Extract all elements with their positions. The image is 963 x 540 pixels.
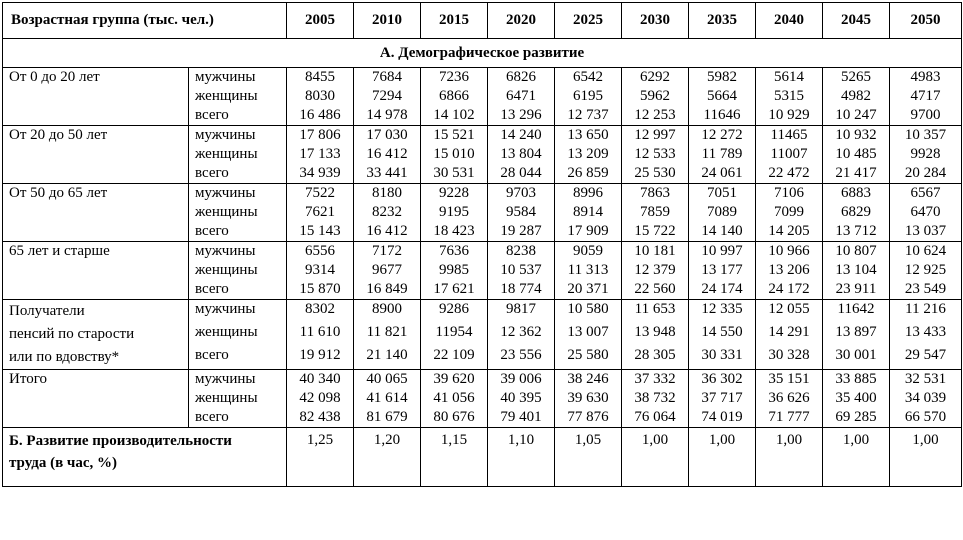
sub-label: мужчины [189, 370, 287, 390]
value-cell: 14 205 [756, 222, 823, 242]
value-cell: 4717 [890, 87, 962, 106]
value-cell: 30 328 [756, 346, 823, 370]
value-cell: 12 737 [555, 106, 622, 126]
value-cell: 36 302 [689, 370, 756, 390]
value-cell: 17 030 [354, 126, 421, 146]
value-cell: 16 412 [354, 145, 421, 164]
value-cell: 7522 [287, 184, 354, 204]
header-year: 2020 [488, 3, 555, 39]
section-b-title-line: труда (в час, %) [9, 455, 118, 471]
value-cell: 22 560 [622, 280, 689, 300]
value-cell: 10 932 [823, 126, 890, 146]
value-cell: 13 296 [488, 106, 555, 126]
value-cell: 15 010 [421, 145, 488, 164]
value-cell: 11007 [756, 145, 823, 164]
value-cell: 41 614 [354, 389, 421, 408]
value-cell: 30 531 [421, 164, 488, 184]
value-cell: 8232 [354, 203, 421, 222]
value-cell: 10 966 [756, 242, 823, 262]
value-cell: 22 472 [756, 164, 823, 184]
value-cell: 82 438 [287, 408, 354, 428]
productivity-value: 1,25 [287, 428, 354, 487]
value-cell: 11 313 [555, 261, 622, 280]
productivity-value: 1,00 [823, 428, 890, 487]
value-cell: 7294 [354, 87, 421, 106]
value-cell: 9817 [488, 300, 555, 324]
value-cell: 5962 [622, 87, 689, 106]
value-cell: 28 044 [488, 164, 555, 184]
value-cell: 9584 [488, 203, 555, 222]
table-row [3, 68, 962, 88]
value-cell: 23 556 [488, 346, 555, 370]
value-cell: 12 335 [689, 300, 756, 324]
value-cell: 11 610 [287, 323, 354, 346]
value-cell: 6195 [555, 87, 622, 106]
group-label-line: пенсий по старости [9, 326, 135, 342]
value-cell: 17 621 [421, 280, 488, 300]
value-cell: 9985 [421, 261, 488, 280]
value-cell: 12 533 [622, 145, 689, 164]
value-cell: 10 807 [823, 242, 890, 262]
value-cell: 76 064 [622, 408, 689, 428]
section-a-row [3, 39, 962, 68]
header-year: 2010 [354, 3, 421, 39]
table-row [3, 184, 962, 204]
productivity-value: 1,10 [488, 428, 555, 487]
value-cell: 13 433 [890, 323, 962, 346]
value-cell: 4982 [823, 87, 890, 106]
value-cell: 66 570 [890, 408, 962, 428]
group-label: Итого [3, 370, 189, 428]
value-cell: 6829 [823, 203, 890, 222]
value-cell: 11642 [823, 300, 890, 324]
group-label-line: или по вдовству* [9, 349, 120, 365]
value-cell: 6470 [890, 203, 962, 222]
productivity-value: 1,00 [689, 428, 756, 487]
header-row [3, 3, 962, 39]
value-cell: 21 140 [354, 346, 421, 370]
sub-label: всего [189, 280, 287, 300]
value-cell: 20 284 [890, 164, 962, 184]
sub-label: женщины [189, 261, 287, 280]
section-a-title: А. Демографическое развитие [3, 39, 962, 68]
value-cell: 42 098 [287, 389, 354, 408]
sub-label: мужчины [189, 242, 287, 262]
value-cell: 30 331 [689, 346, 756, 370]
value-cell: 69 285 [823, 408, 890, 428]
value-cell: 14 978 [354, 106, 421, 126]
value-cell: 11 821 [354, 323, 421, 346]
sub-label: всего [189, 408, 287, 428]
value-cell: 6826 [488, 68, 555, 88]
value-cell: 21 417 [823, 164, 890, 184]
productivity-value: 1,00 [890, 428, 962, 487]
value-cell: 7172 [354, 242, 421, 262]
value-cell: 11954 [421, 323, 488, 346]
sub-label: всего [189, 106, 287, 126]
productivity-value: 1,15 [421, 428, 488, 487]
value-cell: 13 007 [555, 323, 622, 346]
header-age-group: Возрастная группа (тыс. чел.) [3, 3, 287, 39]
value-cell: 24 172 [756, 280, 823, 300]
value-cell: 13 104 [823, 261, 890, 280]
value-cell: 28 305 [622, 346, 689, 370]
value-cell: 9195 [421, 203, 488, 222]
value-cell: 9677 [354, 261, 421, 280]
value-cell: 12 253 [622, 106, 689, 126]
value-cell: 15 722 [622, 222, 689, 242]
productivity-value: 1,20 [354, 428, 421, 487]
value-cell: 13 177 [689, 261, 756, 280]
header-year: 2045 [823, 3, 890, 39]
value-cell: 80 676 [421, 408, 488, 428]
value-cell: 10 537 [488, 261, 555, 280]
value-cell: 11 653 [622, 300, 689, 324]
value-cell: 9928 [890, 145, 962, 164]
value-cell: 11 789 [689, 145, 756, 164]
value-cell: 12 055 [756, 300, 823, 324]
value-cell: 10 181 [622, 242, 689, 262]
value-cell: 7089 [689, 203, 756, 222]
header-year: 2005 [287, 3, 354, 39]
value-cell: 13 037 [890, 222, 962, 242]
productivity-value: 1,05 [555, 428, 622, 487]
value-cell: 10 624 [890, 242, 962, 262]
value-cell: 14 140 [689, 222, 756, 242]
sub-label: мужчины [189, 184, 287, 204]
value-cell: 35 151 [756, 370, 823, 390]
value-cell: 5265 [823, 68, 890, 88]
sub-label: мужчины [189, 300, 287, 324]
value-cell: 7863 [622, 184, 689, 204]
value-cell: 25 580 [555, 346, 622, 370]
value-cell: 11465 [756, 126, 823, 146]
value-cell: 14 291 [756, 323, 823, 346]
value-cell: 23 549 [890, 280, 962, 300]
value-cell: 40 340 [287, 370, 354, 390]
value-cell: 7099 [756, 203, 823, 222]
value-cell: 18 774 [488, 280, 555, 300]
value-cell: 81 679 [354, 408, 421, 428]
value-cell: 14 102 [421, 106, 488, 126]
value-cell: 6883 [823, 184, 890, 204]
value-cell: 4983 [890, 68, 962, 88]
sub-label: всего [189, 164, 287, 184]
value-cell: 8996 [555, 184, 622, 204]
productivity-value: 1,00 [756, 428, 823, 487]
value-cell: 8914 [555, 203, 622, 222]
value-cell: 6471 [488, 87, 555, 106]
value-cell: 9700 [890, 106, 962, 126]
value-cell: 40 395 [488, 389, 555, 408]
value-cell: 13 897 [823, 323, 890, 346]
value-cell: 25 530 [622, 164, 689, 184]
sub-label: всего [189, 222, 287, 242]
section-b-title [3, 428, 287, 487]
value-cell: 9228 [421, 184, 488, 204]
value-cell: 7106 [756, 184, 823, 204]
value-cell: 29 547 [890, 346, 962, 370]
value-cell: 17 806 [287, 126, 354, 146]
value-cell: 71 777 [756, 408, 823, 428]
value-cell: 15 143 [287, 222, 354, 242]
value-cell: 8238 [488, 242, 555, 262]
value-cell: 13 948 [622, 323, 689, 346]
value-cell: 33 885 [823, 370, 890, 390]
value-cell: 17 909 [555, 222, 622, 242]
value-cell: 6866 [421, 87, 488, 106]
value-cell: 13 804 [488, 145, 555, 164]
table-row [3, 370, 962, 390]
value-cell: 10 357 [890, 126, 962, 146]
value-cell: 32 531 [890, 370, 962, 390]
group-label: От 50 до 65 лет [3, 184, 189, 242]
value-cell: 7051 [689, 184, 756, 204]
sub-label: мужчины [189, 126, 287, 146]
value-cell: 26 859 [555, 164, 622, 184]
value-cell: 7859 [622, 203, 689, 222]
value-cell: 10 485 [823, 145, 890, 164]
value-cell: 9703 [488, 184, 555, 204]
value-cell: 12 379 [622, 261, 689, 280]
value-cell: 24 061 [689, 164, 756, 184]
value-cell: 34 039 [890, 389, 962, 408]
sub-label: женщины [189, 323, 287, 346]
value-cell: 5614 [756, 68, 823, 88]
value-cell: 39 620 [421, 370, 488, 390]
value-cell: 16 486 [287, 106, 354, 126]
value-cell: 5664 [689, 87, 756, 106]
value-cell: 39 006 [488, 370, 555, 390]
value-cell: 8030 [287, 87, 354, 106]
value-cell: 10 580 [555, 300, 622, 324]
value-cell: 8455 [287, 68, 354, 88]
value-cell: 12 997 [622, 126, 689, 146]
value-cell: 35 400 [823, 389, 890, 408]
value-cell: 9059 [555, 242, 622, 262]
header-year: 2035 [689, 3, 756, 39]
value-cell: 23 911 [823, 280, 890, 300]
value-cell: 6567 [890, 184, 962, 204]
value-cell: 12 925 [890, 261, 962, 280]
value-cell: 14 550 [689, 323, 756, 346]
value-cell: 16 849 [354, 280, 421, 300]
value-cell: 37 332 [622, 370, 689, 390]
value-cell: 13 712 [823, 222, 890, 242]
group-label [3, 300, 189, 370]
value-cell: 6556 [287, 242, 354, 262]
value-cell: 17 133 [287, 145, 354, 164]
sub-label: женщины [189, 145, 287, 164]
value-cell: 38 246 [555, 370, 622, 390]
header-year: 2025 [555, 3, 622, 39]
value-cell: 37 717 [689, 389, 756, 408]
value-cell: 8180 [354, 184, 421, 204]
value-cell: 6542 [555, 68, 622, 88]
value-cell: 7621 [287, 203, 354, 222]
value-cell: 36 626 [756, 389, 823, 408]
table-row [3, 126, 962, 146]
value-cell: 33 441 [354, 164, 421, 184]
value-cell: 41 056 [421, 389, 488, 408]
sub-label: женщины [189, 389, 287, 408]
value-cell: 22 109 [421, 346, 488, 370]
value-cell: 19 287 [488, 222, 555, 242]
value-cell: 12 362 [488, 323, 555, 346]
sub-label: женщины [189, 87, 287, 106]
demographic-table [2, 2, 962, 487]
table-row [3, 242, 962, 262]
value-cell: 10 247 [823, 106, 890, 126]
sub-label: мужчины [189, 68, 287, 88]
group-label: 65 лет и старше [3, 242, 189, 300]
value-cell: 7684 [354, 68, 421, 88]
value-cell: 14 240 [488, 126, 555, 146]
value-cell: 7236 [421, 68, 488, 88]
value-cell: 19 912 [287, 346, 354, 370]
table-row [3, 300, 962, 324]
value-cell: 8900 [354, 300, 421, 324]
value-cell: 10 997 [689, 242, 756, 262]
value-cell: 24 174 [689, 280, 756, 300]
header-year: 2050 [890, 3, 962, 39]
value-cell: 5982 [689, 68, 756, 88]
value-cell: 15 521 [421, 126, 488, 146]
value-cell: 34 939 [287, 164, 354, 184]
value-cell: 15 870 [287, 280, 354, 300]
group-label: От 0 до 20 лет [3, 68, 189, 126]
group-label: От 20 до 50 лет [3, 126, 189, 184]
header-year: 2030 [622, 3, 689, 39]
value-cell: 8302 [287, 300, 354, 324]
productivity-row [3, 428, 962, 487]
value-cell: 77 876 [555, 408, 622, 428]
value-cell: 30 001 [823, 346, 890, 370]
value-cell: 10 929 [756, 106, 823, 126]
value-cell: 18 423 [421, 222, 488, 242]
value-cell: 13 209 [555, 145, 622, 164]
value-cell: 79 401 [488, 408, 555, 428]
value-cell: 40 065 [354, 370, 421, 390]
value-cell: 39 630 [555, 389, 622, 408]
section-b-title-line: Б. Развитие производительности [9, 433, 232, 449]
sub-label: женщины [189, 203, 287, 222]
value-cell: 7636 [421, 242, 488, 262]
value-cell: 6292 [622, 68, 689, 88]
value-cell: 16 412 [354, 222, 421, 242]
productivity-value: 1,00 [622, 428, 689, 487]
header-year: 2040 [756, 3, 823, 39]
value-cell: 13 206 [756, 261, 823, 280]
group-label-line: Получатели [9, 303, 85, 319]
value-cell: 9314 [287, 261, 354, 280]
value-cell: 74 019 [689, 408, 756, 428]
value-cell: 11646 [689, 106, 756, 126]
value-cell: 11 216 [890, 300, 962, 324]
value-cell: 12 272 [689, 126, 756, 146]
sub-label: всего [189, 346, 287, 370]
header-year: 2015 [421, 3, 488, 39]
value-cell: 5315 [756, 87, 823, 106]
value-cell: 13 650 [555, 126, 622, 146]
value-cell: 9286 [421, 300, 488, 324]
value-cell: 20 371 [555, 280, 622, 300]
value-cell: 38 732 [622, 389, 689, 408]
